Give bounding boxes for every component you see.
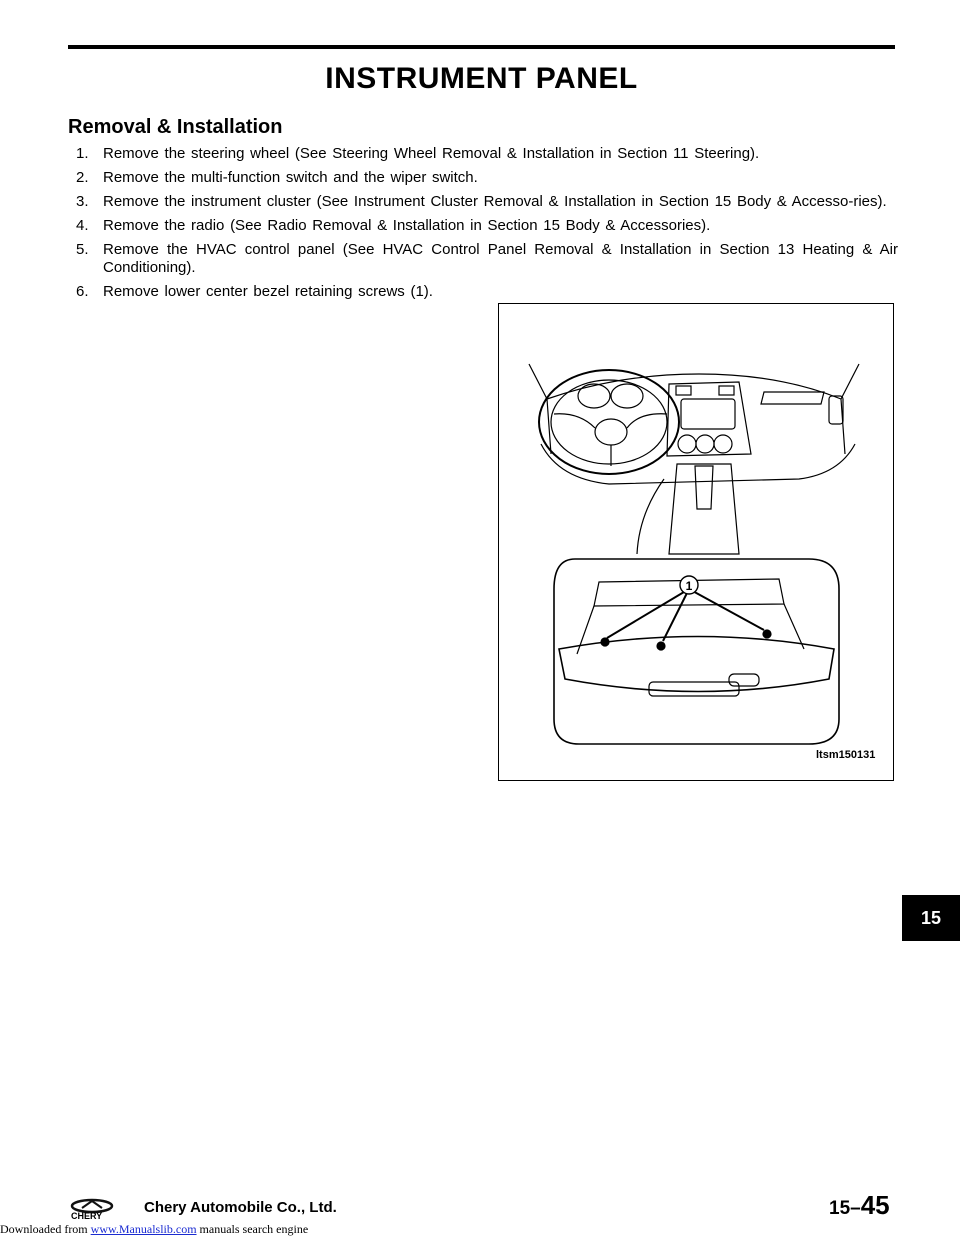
procedure-steps [70,145,898,307]
page-title: INSTRUMENT PANEL [325,62,638,95]
step-1 [70,145,898,163]
step-number: 3. [76,193,89,210]
dashboard-drawing [499,304,893,780]
step-number: 5. [76,241,89,258]
radio-screen [681,399,735,429]
page-index: 45 [860,1190,890,1220]
page-separator: – [850,1198,861,1219]
hvac-knob-right [714,435,732,453]
center-vent-left [676,386,691,395]
bezel-button [729,674,759,686]
passenger-dash-trim [761,392,824,404]
screw-left [601,638,609,646]
dashboard-illustration [498,303,894,781]
steering-wheel-rim [539,370,679,474]
step-number: 2. [76,169,89,186]
step-5 [70,241,898,277]
step-2 [70,169,898,187]
callout-number: 1 [685,579,693,593]
chery-logo-icon [68,1198,142,1220]
callout-leaders [607,589,764,641]
inset-side-walls [577,604,804,654]
step-4 [70,217,898,235]
figure-id: ltsm150131 [816,749,876,761]
manualslib-link[interactable]: www.Manualslib.com [90,1222,197,1236]
gauge-right [611,384,643,408]
steering-wheel-hub [595,419,627,445]
section-heading: Removal & Installation [68,116,283,138]
step-number: 1. [76,145,89,162]
step-text: Remove the steering wheel (See Steering Wheel Removal & Installation in Section 11 Steering). [103,145,760,162]
hvac-knob-left [678,435,696,453]
company-name: Chery Automobile Co., Ltd. [144,1199,337,1216]
hvac-knob-center [696,435,714,453]
lower-center-bezel [559,637,834,692]
center-vent-right [719,386,734,395]
step-text: Remove the instrument cluster (See Instrument Cluster Removal & Installation in Section 15 Body & Accesso-ries). [103,193,887,210]
step-text: Remove the HVAC control panel (See HVAC Control Panel Removal & Installation in Section 13 Heating & Air Conditioning). [103,241,898,276]
steering-wheel-spokes [554,414,667,466]
download-suffix: manuals search engine [199,1222,309,1236]
shifter-boot [695,466,713,509]
logo-wordmark: CHERY [71,1211,103,1220]
console-side-left [637,479,664,554]
screw-right [763,630,771,638]
right-a-pillar [841,364,859,454]
page-section: 15 [829,1198,851,1219]
dash-top [547,374,841,399]
bezel-switch-row [649,682,739,696]
step-number: 4. [76,217,89,234]
screw-center [657,642,665,650]
step-text: Remove lower center bezel retaining screws (1). [103,283,433,300]
section-tab: 15 [902,895,960,941]
step-3 [70,193,898,211]
top-rule [68,45,895,49]
page-number [829,1190,890,1221]
step-text: Remove the multi-function switch and the wiper switch. [103,169,478,186]
download-note [0,1222,308,1237]
gauge-left [578,384,610,408]
step-6 [70,283,898,301]
download-prefix: Downloaded from [0,1222,88,1236]
step-text: Remove the radio (See Radio Removal & Installation in Section 15 Body & Accessories). [103,217,711,234]
step-number: 6. [76,283,89,300]
